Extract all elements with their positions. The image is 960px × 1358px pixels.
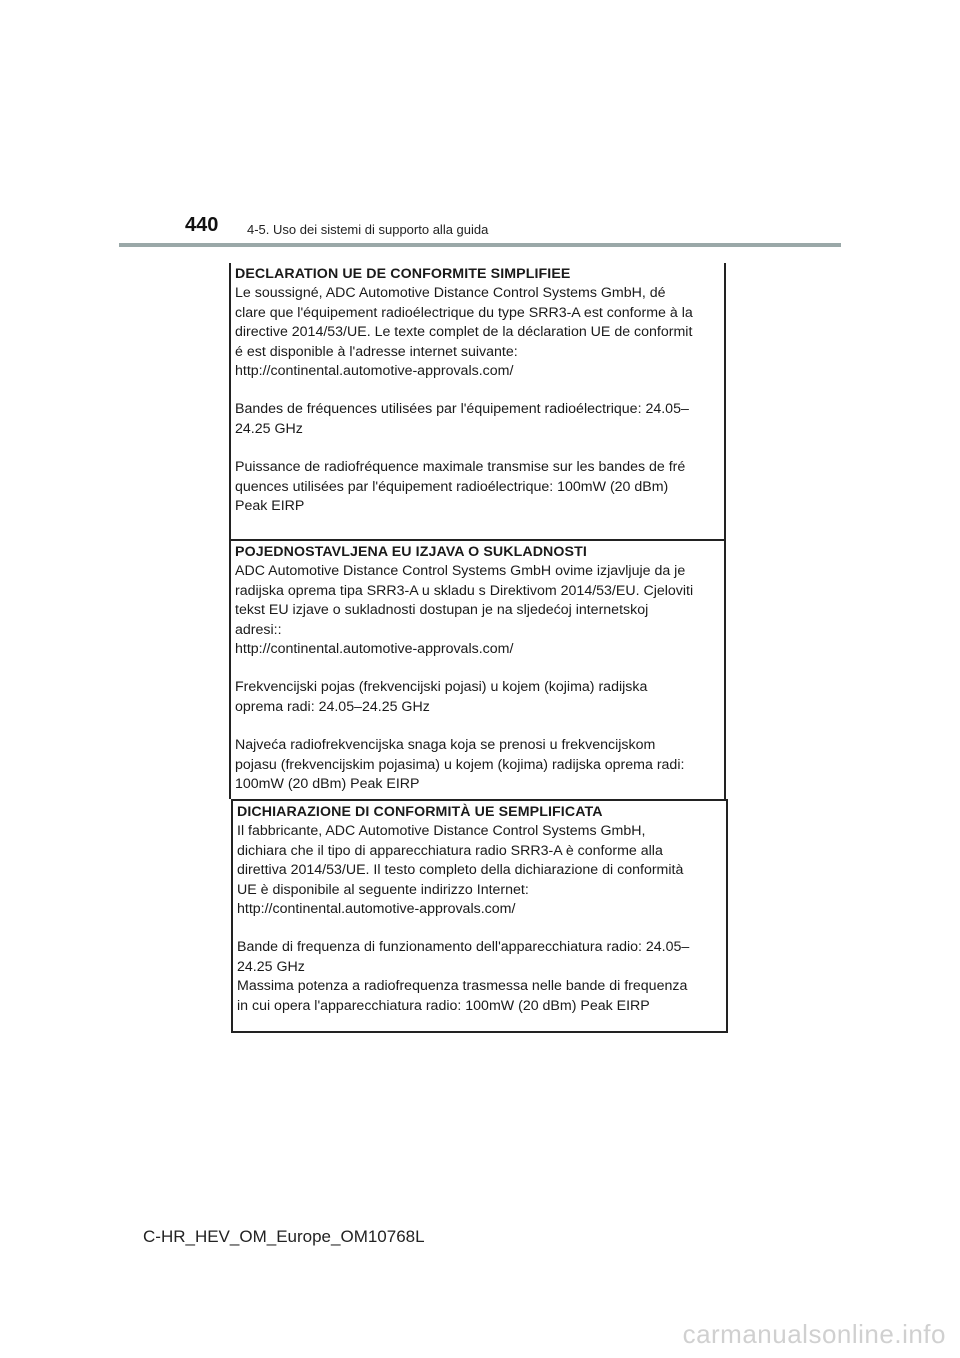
power-line: Peak EIRP xyxy=(235,498,305,515)
declaration-line: é est disponible à l'adresse internet suivante: xyxy=(235,343,518,360)
declaration-url: http://continental.automotive-approvals.com/ xyxy=(237,901,516,918)
document-code: C-HR_HEV_OM_Europe_OM10768L xyxy=(143,1227,425,1246)
bands-line: Bandes de fréquences utilisées par l'équipement radioélectrique: 24.05– xyxy=(235,401,689,418)
declaration-title: DICHIARAZIONE DI CONFORMITÀ UE SEMPLIFICATA xyxy=(237,804,603,820)
watermark: carmanualsonline.info xyxy=(682,1319,946,1349)
declaration-title: POJEDNOSTAVLJENA EU IZJAVA O SUKLADNOSTI xyxy=(235,544,587,560)
declaration-title: DECLARATION UE DE CONFORMITE SIMPLIFIEE xyxy=(235,266,571,282)
paragraph-gap xyxy=(235,659,720,678)
declaration-box-croatian xyxy=(229,541,726,799)
declaration-box-french xyxy=(229,263,726,541)
declaration-line: ADC Automotive Distance Control Systems GmbH ovime izjavljuje da je xyxy=(235,563,686,580)
declaration-line: UE è disponibile al seguente indirizzo Internet: xyxy=(237,881,529,898)
declaration-line: Il fabbricante, ADC Automotive Distance Control Systems GmbH, xyxy=(237,823,646,840)
bands-line: Bande di frequenza di funzionamento dell'apparecchiatura radio: 24.05– xyxy=(237,939,690,956)
paragraph-gap xyxy=(235,717,720,736)
power-line: Najveća radiofrekvencijska snaga koja se prenosi u frekvencijskom xyxy=(235,737,656,754)
declaration-line: radijska oprema tipa SRR3-A u skladu s Direktivom 2014/53/EU. Cjeloviti xyxy=(235,582,694,599)
paragraph-gap xyxy=(235,381,720,400)
header-divider xyxy=(119,243,841,247)
declaration-url: http://continental.automotive-approvals.com/ xyxy=(235,363,514,380)
bands-line: oprema radi: 24.05–24.25 GHz xyxy=(235,698,430,715)
paragraph-gap xyxy=(237,919,722,938)
declaration-line: tekst EU izjave o sukladnosti dostupan je na sljedećoj internetskoj xyxy=(235,602,649,619)
bands-line: 24.25 GHz xyxy=(237,958,305,975)
bands-line: 24.25 GHz xyxy=(235,420,303,437)
declaration-line: adresi:: xyxy=(235,621,282,638)
declaration-box-italian xyxy=(231,799,728,1033)
declaration-line: directive 2014/53/UE. Le texte complet de la déclaration UE de conformit xyxy=(235,324,693,341)
bands-line: Frekvencijski pojas (frekvencijski pojasi) u kojem (kojima) radijska xyxy=(235,679,648,696)
power-line: quences utilisées par l'équipement radioélectrique: 100mW (20 dBm) xyxy=(235,478,669,495)
paragraph-gap xyxy=(235,439,720,458)
declaration-line: Le soussigné, ADC Automotive Distance Control Systems GmbH, dé xyxy=(235,285,666,302)
power-line: Puissance de radiofréquence maximale transmise sur les bandes de fré xyxy=(235,459,686,476)
power-line: in cui opera l'apparecchiatura radio: 100mW (20 dBm) Peak EIRP xyxy=(237,997,650,1014)
declaration-url: http://continental.automotive-approvals.com/ xyxy=(235,641,514,658)
section-title: 4-5. Uso dei sistemi di supporto alla guida xyxy=(247,222,489,237)
page-number: 440 xyxy=(185,214,219,236)
power-line: Massima potenza a radiofrequenza trasmessa nelle bande di frequenza xyxy=(237,978,688,995)
declaration-line: dichiara che il tipo di apparecchiatura radio SRR3-A è conforme alla xyxy=(237,842,663,859)
declaration-line: clare que l'équipement radioélectrique du type SRR3-A est conforme à la xyxy=(235,304,693,321)
declaration-line: direttiva 2014/53/UE. Il testo completo della dichiarazione di conformità xyxy=(237,862,684,879)
power-line: pojasu (frekvencijskim pojasima) u kojem (kojima) radijska oprema radi: xyxy=(235,756,685,773)
power-line: 100mW (20 dBm) Peak EIRP xyxy=(235,776,420,793)
